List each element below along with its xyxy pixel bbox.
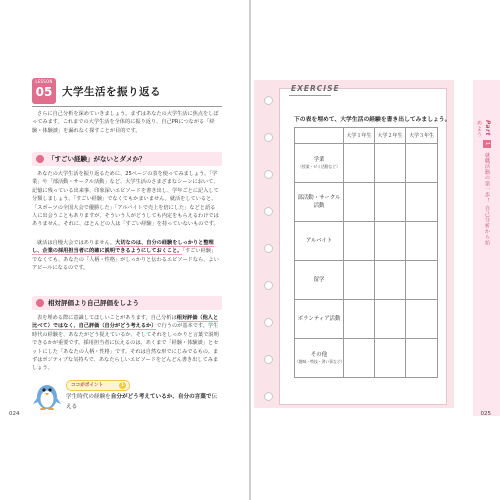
table-cell[interactable] [344,144,375,183]
row-label [295,300,344,339]
row-label [295,339,344,378]
section1-para2-emphasis: 大切なのは、自分の経験をしっかりと整理し、企業の採用担当者に的確に説明できるようにしておくこと。 [32,240,214,255]
binder-hole-icon [264,355,273,364]
table-cell[interactable] [406,222,438,261]
table-row [295,300,438,339]
table-cell[interactable] [375,183,406,222]
table-cell[interactable] [344,261,375,300]
row-label-text: ボランティア活動 [297,316,341,322]
table-cell[interactable] [375,261,406,300]
lesson-number: 05 [35,85,53,99]
binder-hole-icon [264,133,273,142]
table-row [295,339,438,378]
side-tab-number: 1 [483,140,491,148]
table-row [295,183,438,222]
section2-para-lead: 表を埋める際に意識してほしいことがあります。自己分析は [37,315,177,321]
table-cell[interactable] [375,300,406,339]
table-cell[interactable] [375,222,406,261]
table-header-cell: 大学１年生 [344,128,375,144]
experience-table [294,127,438,378]
title-divider [32,106,222,107]
binder-hole-icon [264,170,273,179]
point-label [66,380,130,391]
section2-para-emphasis: 相対評価（他人と比べて）ではなく、自己評価（自分がどう考えるか） [32,315,219,330]
point-text-emphasis: 自分がどう考えているか、自分の言葉で [110,394,212,400]
section1-para2-lead: 就活は自慢大会ではありません。 [37,240,116,246]
exercise-instruction: 下の表を埋めて、大学生活の経験を書き出してみましょう。 [294,117,451,123]
section-bullet-icon [36,299,44,307]
side-tab-part: Part [484,120,491,136]
table-header-cell [295,128,344,144]
row-label-text: アルバイト [305,238,333,244]
row-label [295,261,344,300]
point-text [66,392,222,412]
binder-hole-icon [264,244,273,253]
section1-paragraph-2 [32,239,220,273]
table-cell[interactable] [406,339,438,378]
table-cell[interactable] [406,261,438,300]
table-row [295,144,438,183]
intro-paragraph: さらに自己分析を深めていきましょう。まずはあなたの大学生活に焦点をしぼってみます。これまでの大学生活を全体的に振り返り、自己PRにつながる「経験・体験談」を漏れなく探すことが目的です。 [32,111,219,134]
table-cell[interactable] [344,339,375,378]
table-row [295,222,438,261]
page-number-right: 025 [480,411,491,417]
table-row [295,261,438,300]
row-label-text: 留学 [313,277,325,283]
table-header-cell: 大学２年生 [375,128,406,144]
table-cell[interactable] [375,144,406,183]
table-cell[interactable] [406,183,438,222]
row-label [295,183,344,222]
binder-hole-icon [264,281,273,290]
lesson-badge [32,78,56,104]
table-cell[interactable] [406,300,438,339]
table-header-row [295,128,438,144]
table-cell[interactable] [344,183,375,222]
row-label-text: 部活動・サークル活動 [297,195,341,209]
page-number-left: 024 [9,411,20,417]
section2-para-tail: で行うのが基本です。学生時代の経験を、あなたがどう捉えているか、そしてそれをしっかりと言葉で説明できるかが重要です。採用担当者に伝えるのは、あくまで「経験・体験談」とセットにした「あなたの人柄・性格」です。それは自然な形でにじみでるもの。まずはポジティブな気持ちで、あなたらしいエピソードをどんどん書き出してみましょう。 [32,323,219,372]
lesson-label: LESSON [35,79,53,84]
chapter-side-tab [476,120,491,250]
table-header-cell: 大学３年生 [406,128,438,144]
binder-hole-icon [264,207,273,216]
point-text-tail: 伝える [66,394,218,410]
row-label [295,222,344,261]
side-tab-text: 就職活動の第一歩！ 自己分析から始めよう [476,120,490,246]
row-label [295,144,344,183]
row-label-text: その他 [310,352,328,358]
table-cell[interactable] [344,300,375,339]
binder-hole-icon [264,392,273,401]
row-label-sub: （趣味・特技・習い事など） [295,359,345,364]
row-label-text: 学業 [313,157,325,163]
section-bullet-icon [36,155,44,163]
section-heading-2-text: 相対評価より自己評価をしよう [48,299,139,307]
section1-paragraph-1: あなたの大学生活を振り返るために、25ページの表を使ってみましょう。「学業」や「部活動・サークル活動」など、大学生活のさまざまなシーンにおいて、記憶に残っている出来事、印象深いエピソードを書き出し、学年ごとに記入して分類しましょう。「すごい経験」でなくてもかまいません。就活をしていると、「スポーツの全国大会で優勝した」「アルバイトで売上を倍にした」などと語る人に出会うこともありますが、そういう人がどうしても内定をもらえるわけではありません。それに、ほとんどの人は「すごい経験」を持っていないものです。 [32,171,219,228]
table-cell[interactable] [406,144,438,183]
section-heading-1-text: 「すごい経験」がないとダメか？ [48,155,146,163]
point-text-lead: 学生時代の経験を [66,394,111,400]
section2-paragraph [32,314,220,373]
exercise-label: EXERCISE [291,84,340,93]
binder-hole-icon [264,318,273,327]
section-heading-1 [32,152,222,166]
section-heading-2 [32,296,222,310]
table-cell[interactable] [375,339,406,378]
section1-para2-tail: 「すごい経験」でなくても、あなたの「人柄・性格」がしっかりと伝わるエピソードなら、よいアピールになるのです。 [32,248,219,272]
point-box [32,378,222,410]
row-label-sub: （授業・ゼミ活動など） [298,164,340,169]
penguin-mascot-icon [32,378,62,410]
table-cell[interactable] [344,222,375,261]
lesson-title: 大学生活を振り返る [62,86,161,98]
point-label-text: ココがポイント [71,383,104,388]
point-number: 1 [120,383,125,388]
exercise-divider [289,95,331,96]
binder-hole-icon [264,96,273,105]
